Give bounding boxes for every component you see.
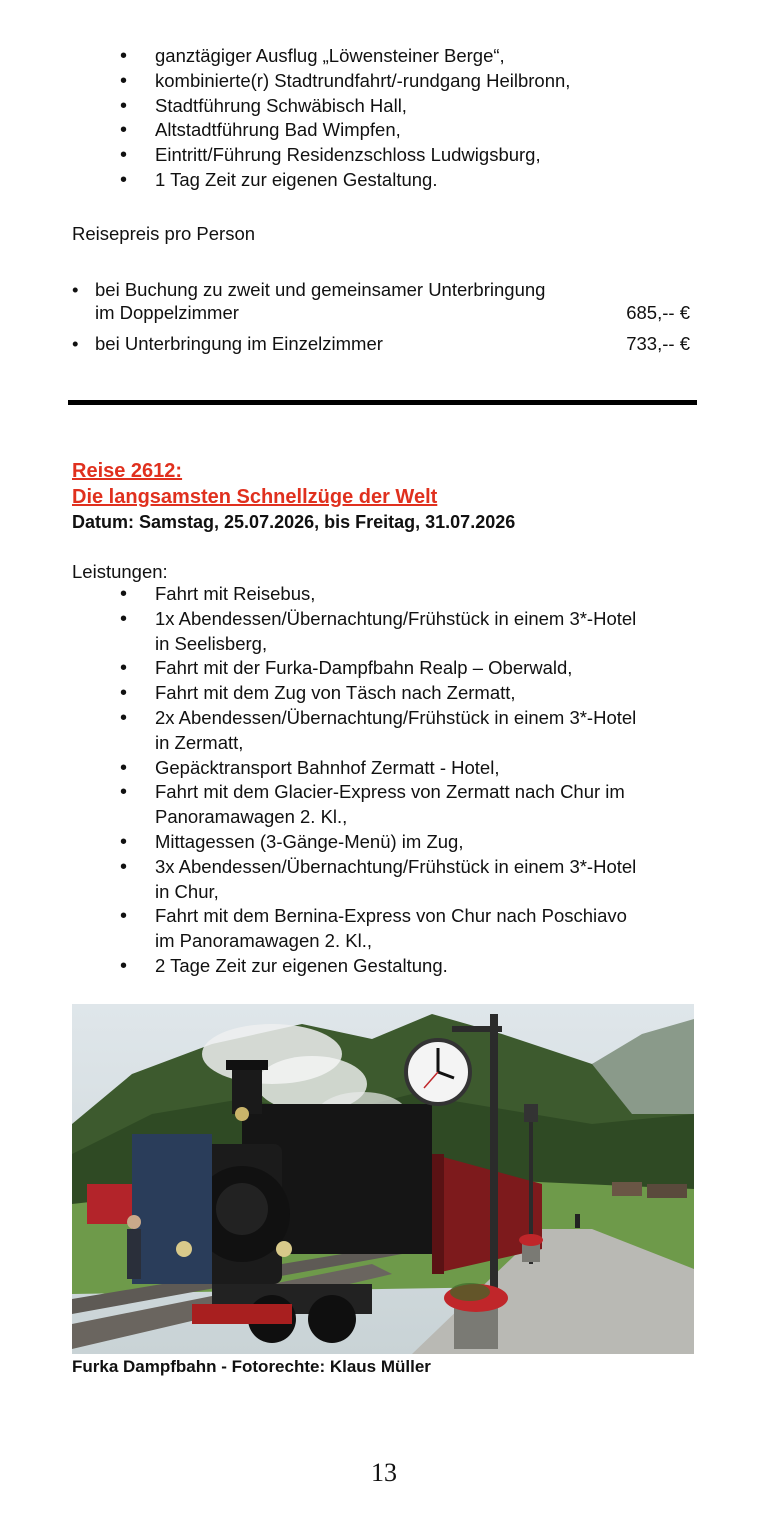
list-item-text: Mittagessen (3-Gänge-Menü) im Zug, [155, 830, 464, 852]
list-item-text: Fahrt mit dem Bernina-Express von Chur nach Poschiavo [155, 905, 627, 927]
list-item-text: Fahrt mit der Furka-Dampfbahn Realp – Oberwald, [155, 657, 573, 679]
bullet-icon: • [120, 119, 128, 142]
trip-number: Reise 2612: [72, 460, 183, 482]
trip-title: Die langsamsten Schnellzüge der Welt [72, 486, 438, 508]
bullet-icon: • [72, 333, 79, 354]
list-item-text: Stadtführung Schwäbisch Hall, [155, 94, 407, 116]
bullet-icon: • [120, 69, 128, 92]
list-item [120, 143, 715, 168]
list-item [120, 706, 695, 756]
list-item [120, 954, 695, 979]
list-item [120, 44, 715, 69]
bullet-icon: • [120, 168, 128, 191]
list-item-text: ganztägiger Ausflug „Löwensteiner Berge“, [155, 45, 505, 66]
list-item [120, 69, 715, 94]
price-value: 733,-- € [626, 333, 690, 354]
bullet-icon: • [72, 279, 79, 300]
list-item [120, 756, 695, 781]
bullet-icon: • [120, 855, 128, 878]
bullet-icon: • [120, 607, 128, 630]
bullet-icon: • [120, 756, 128, 779]
bullet-icon: • [120, 144, 128, 167]
photo-caption: Furka Dampfbahn - Fotorechte: Klaus Müller [72, 1357, 431, 1376]
list-item [120, 607, 695, 657]
price-row-label-cont: im Doppelzimmer [95, 302, 239, 323]
trip-date: Datum: Samstag, 25.07.2026, bis Freitag, 31.07.2026 [72, 512, 516, 532]
bullet-icon: • [120, 657, 128, 680]
bullet-icon: • [120, 905, 128, 928]
price-row-label: bei Unterbringung im Einzelzimmer [95, 333, 383, 354]
list-item-text: im Panoramawagen 2. Kl., [155, 930, 372, 952]
list-item [120, 855, 695, 905]
list-item-text: 3x Abendessen/Übernachtung/Frühstück in einem 3*-Hotel [155, 855, 637, 877]
list-item-text: 2x Abendessen/Übernachtung/Frühstück in einem 3*-Hotel [155, 706, 637, 728]
list-item-text: Fahrt mit dem Glacier-Express von Zermatt nach Chur im [155, 781, 625, 803]
price-row-double [72, 278, 692, 324]
list-item-text: Eintritt/Führung Residenzschloss Ludwigsburg, [155, 144, 541, 166]
list-item-text: in Seelisberg, [155, 632, 268, 654]
services-list [120, 582, 695, 979]
bullet-icon: • [120, 954, 128, 977]
services-heading: Leistungen: [72, 561, 168, 582]
list-item-text: Fahrt mit dem Zug von Täsch nach Zermatt, [155, 682, 516, 704]
list-item-text: 1 Tag Zeit zur eigenen Gestaltung. [155, 168, 438, 190]
list-item [120, 118, 715, 143]
list-item [120, 681, 695, 706]
list-item-text: in Zermatt, [155, 731, 244, 753]
bullet-icon: • [120, 706, 128, 729]
bullet-icon: • [120, 94, 128, 117]
list-item-text: Altstadtführung Bad Wimpfen, [155, 119, 401, 141]
list-item-text: Fahrt mit Reisebus, [155, 583, 316, 604]
list-item-text: 2 Tage Zeit zur eigenen Gestaltung. [155, 954, 448, 976]
list-item [120, 830, 695, 855]
list-item-text: in Chur, [155, 880, 219, 902]
list-item [120, 168, 715, 193]
bullet-icon: • [120, 583, 128, 605]
page-number: 13 [371, 1458, 397, 1487]
list-item [120, 780, 695, 830]
price-row-single [72, 332, 692, 355]
bullet-icon: • [120, 45, 128, 67]
bullet-icon: • [120, 682, 128, 705]
bullet-icon: • [120, 781, 128, 804]
steam-train-photo [72, 1004, 694, 1354]
list-item [120, 656, 695, 681]
list-item-text: 1x Abendessen/Übernachtung/Frühstück in einem 3*-Hotel [155, 607, 637, 629]
list-item-text: Gepäcktransport Bahnhof Zermatt - Hotel, [155, 756, 500, 778]
bullet-icon: • [120, 830, 128, 853]
list-item-text: Panoramawagen 2. Kl., [155, 806, 348, 828]
list-item-text: kombinierte(r) Stadtrundfahrt/-rundgang Heilbronn, [155, 69, 571, 91]
list-item [120, 904, 695, 954]
price-value: 685,-- € [626, 302, 690, 323]
price-row-label: bei Buchung zu zweit und gemeinsamer Unterbringung [95, 279, 546, 300]
list-item [120, 94, 715, 119]
list-item [120, 582, 695, 607]
section-divider [68, 400, 697, 405]
activities-list [120, 44, 715, 193]
price-heading: Reisepreis pro Person [72, 223, 256, 244]
